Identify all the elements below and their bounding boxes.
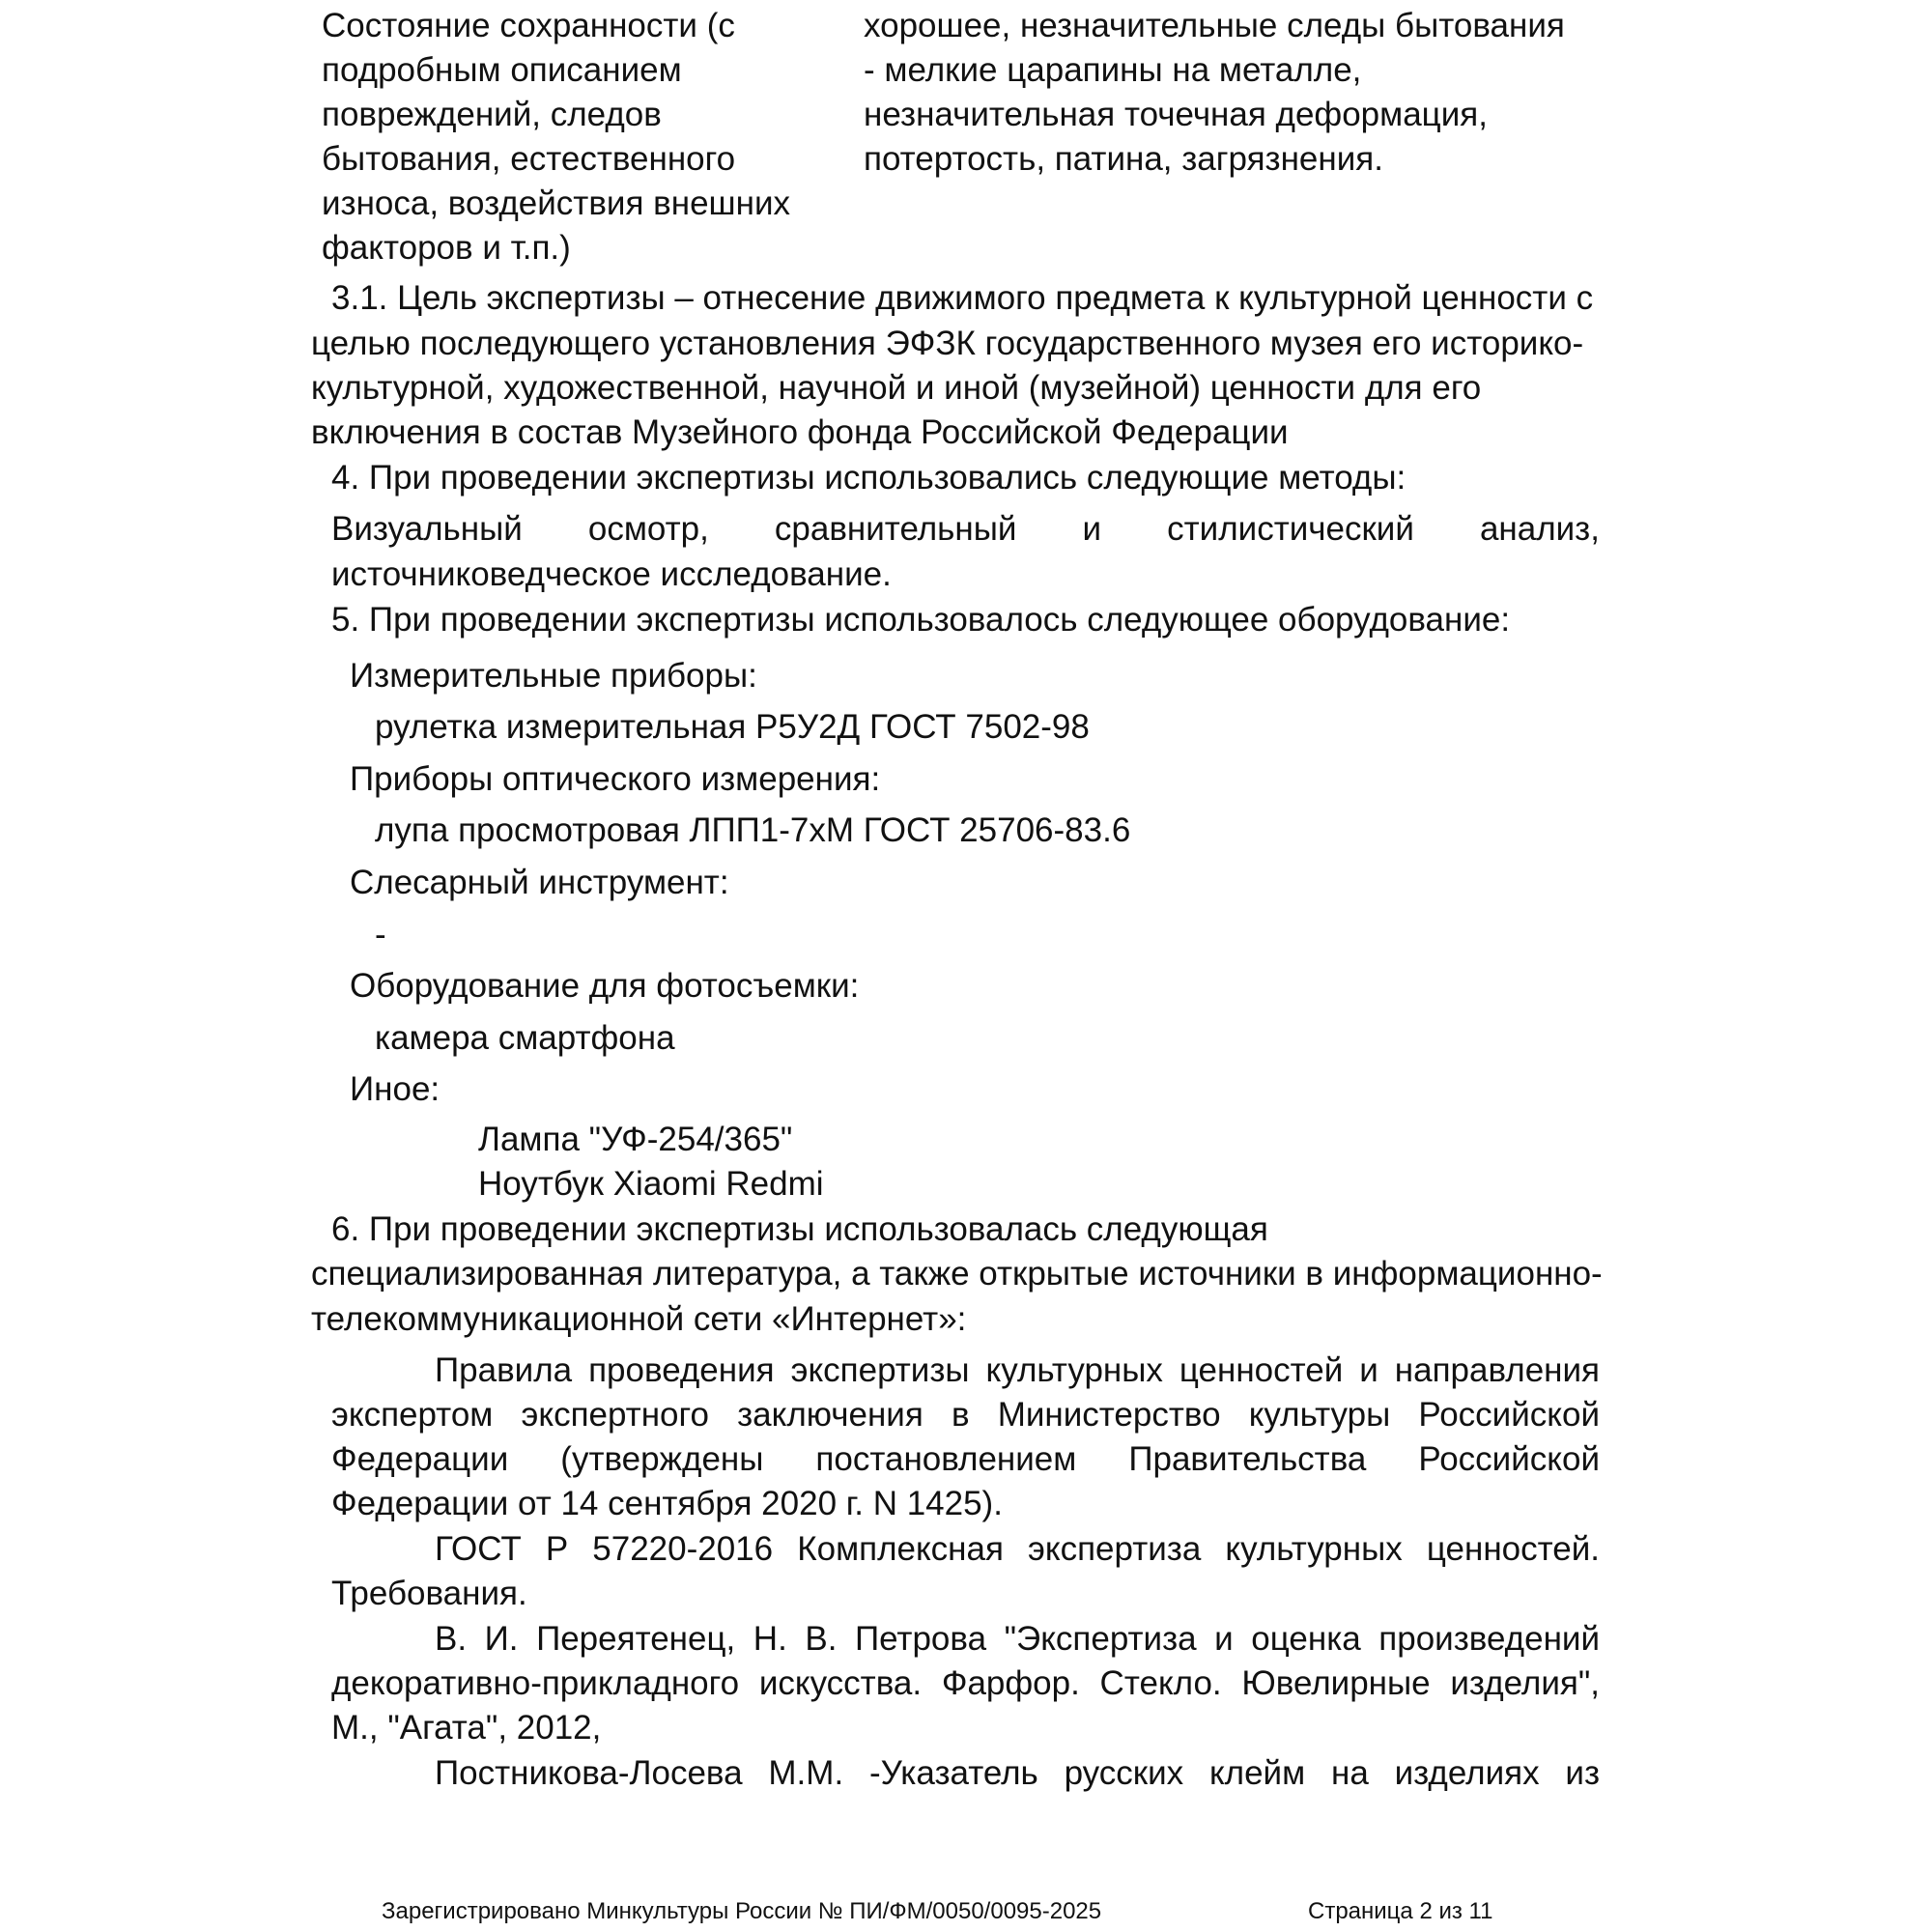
equipment-label: Измерительные приборы: bbox=[350, 657, 757, 695]
equipment-value: рулетка измерительная Р5У2Д ГОСТ 7502-98 bbox=[375, 708, 1090, 746]
condition-value-line: потертость, патина, загрязнения. bbox=[864, 140, 1383, 178]
methods-word: стилистический bbox=[1167, 510, 1414, 548]
methods-word: осмотр, bbox=[587, 510, 709, 548]
condition-value-line: незначительная точечная деформация, bbox=[864, 96, 1488, 133]
section-3-1-line: целью последующего установления ЭФЗК государственного музея его историко- bbox=[311, 325, 1584, 362]
reference-item: Постникова-Лосева М.М. -Указатель русских клейм на изделиях из bbox=[435, 1754, 1600, 1792]
equipment-value: - bbox=[375, 916, 386, 953]
section-5-heading: 5. При проведении экспертизы использовалось следующее оборудование: bbox=[331, 601, 1511, 639]
reference-item: В. И. Переятенец, Н. В. Петрова "Экспертиза и оценка произведений декоративно-прикладного искусства. Фарфор. Стекло. Ювелирные изделия", М., "Агата", 2012, bbox=[331, 1620, 1600, 1747]
reference-item: Правила проведения экспертизы культурных ценностей и направления экспертом экспертного заключения в Министерство культуры Российской Федерации (утверждены постановлением Правительства Российской Федерации от 14 сентября 2020 г. N 1425). bbox=[331, 1351, 1600, 1522]
methods-line bbox=[331, 507, 1600, 552]
methods-word: Визуальный bbox=[331, 510, 523, 548]
section-3-1-line: 3.1. Цель экспертизы – отнесение движимого предмета к культурной ценности с bbox=[331, 279, 1594, 317]
equipment-value: лупа просмотровая ЛПП1-7хМ ГОСТ 25706-83.6 bbox=[375, 811, 1131, 849]
methods-word: сравнительный bbox=[774, 510, 1017, 548]
methods-line: источниковедческое исследование. bbox=[331, 555, 892, 593]
section-3-1-line: культурной, художественной, научной и иной (музейной) ценности для его bbox=[311, 369, 1482, 407]
footer-page-number: Страница 2 из 11 bbox=[1308, 1898, 1493, 1924]
section-3-1-line: включения в состав Музейного фонда Российской Федерации bbox=[311, 413, 1289, 451]
equipment-value: Лампа "УФ-254/365" bbox=[478, 1121, 793, 1158]
condition-label-line: факторов и т.п.) bbox=[322, 229, 571, 267]
methods-word: и bbox=[1082, 510, 1102, 548]
condition-label-line: износа, воздействия внешних bbox=[322, 185, 790, 222]
equipment-value: камера смартфона bbox=[375, 1019, 675, 1057]
section-6-line: специализированная литература, а также открытые источники в информационно- bbox=[311, 1255, 1603, 1293]
equipment-label: Слесарный инструмент: bbox=[350, 864, 729, 901]
condition-label-cell bbox=[322, 4, 824, 270]
condition-value-line: хорошее, незначительные следы бытования bbox=[864, 7, 1565, 44]
section-6-line: 6. При проведении экспертизы использовалась следующая bbox=[331, 1210, 1268, 1248]
equipment-label: Приборы оптического измерения: bbox=[350, 760, 881, 798]
condition-label-line: Состояние сохранности (с bbox=[322, 7, 735, 44]
condition-label-line: бытования, естественного bbox=[322, 140, 736, 178]
reference-item: ГОСТ Р 57220-2016 Комплексная экспертиза культурных ценностей. Требования. bbox=[331, 1530, 1600, 1612]
footer-registration: Зарегистрировано Минкультуры России № ПИ/ФМ/0050/0095-2025 bbox=[382, 1898, 1102, 1924]
section-4-heading: 4. При проведении экспертизы использовались следующие методы: bbox=[331, 459, 1406, 497]
condition-label-line: подробным описанием bbox=[322, 51, 682, 89]
condition-label-line: повреждений, следов bbox=[322, 96, 662, 133]
equipment-label: Иное: bbox=[350, 1070, 440, 1108]
equipment-label: Оборудование для фотосъемки: bbox=[350, 967, 860, 1005]
condition-value-cell bbox=[864, 4, 1598, 182]
section-6-line: телекоммуникационной сети «Интернет»: bbox=[311, 1300, 967, 1338]
equipment-value: Ноутбук Xiaomi Redmi bbox=[478, 1165, 824, 1203]
methods-word: анализ, bbox=[1479, 510, 1600, 548]
condition-value-line: - мелкие царапины на металле, bbox=[864, 51, 1362, 89]
